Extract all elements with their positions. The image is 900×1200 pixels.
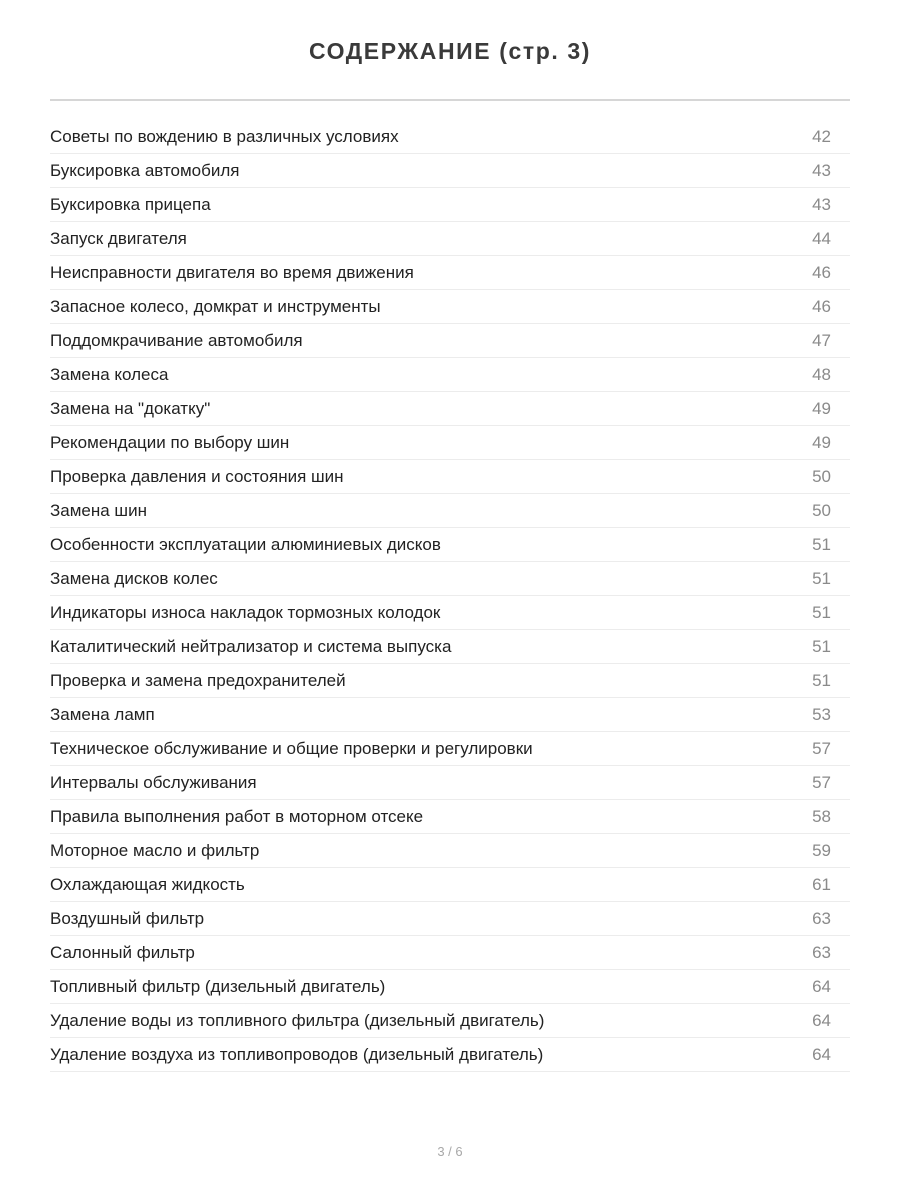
toc-entry[interactable] xyxy=(50,800,850,834)
toc-entry-title[interactable]: Интервалы обслуживания xyxy=(50,772,257,792)
toc-entry[interactable] xyxy=(50,732,850,766)
toc-entry[interactable] xyxy=(50,664,850,698)
toc-entry[interactable] xyxy=(50,324,850,358)
toc-entry-title[interactable]: Замена на "докатку" xyxy=(50,398,211,418)
toc-entry-title[interactable]: Буксировка автомобиля xyxy=(50,160,240,180)
toc-entry-title[interactable]: Индикаторы износа накладок тормозных колодок xyxy=(50,602,441,622)
page-indicator: 3 / 6 xyxy=(437,1144,463,1159)
toc-entry-page-number: 48 xyxy=(812,364,831,384)
toc-entry-title[interactable]: Каталитический нейтрализатор и система выпуска xyxy=(50,636,452,656)
toc-entry-title[interactable]: Замена колеса xyxy=(50,364,169,384)
toc-entry-title[interactable]: Охлаждающая жидкость xyxy=(50,874,245,894)
toc-entry-page-number: 57 xyxy=(812,738,831,758)
toc-entry-page-number: 64 xyxy=(812,1044,831,1064)
page-title: СОДЕРЖАНИЕ (стр. 3) xyxy=(308,38,592,64)
toc-entry-title[interactable]: Замена ламп xyxy=(50,704,155,724)
toc-entry[interactable] xyxy=(50,970,850,1004)
toc-entry[interactable] xyxy=(50,834,850,868)
toc-entry[interactable] xyxy=(50,358,850,392)
toc-entry-title[interactable]: Правила выполнения работ в моторном отсеке xyxy=(50,806,424,826)
toc-entry-page-number: 59 xyxy=(812,840,831,860)
toc-entry[interactable] xyxy=(50,392,850,426)
toc-entry[interactable] xyxy=(50,154,850,188)
toc-entry-page-number: 51 xyxy=(812,534,831,554)
toc-entry-page-number: 47 xyxy=(812,330,831,350)
toc-entry[interactable] xyxy=(50,528,850,562)
toc-entry-page-number: 61 xyxy=(812,874,831,894)
toc-entry-title[interactable]: Запасное колесо, домкрат и инструменты xyxy=(50,296,381,316)
toc-entry[interactable] xyxy=(50,1004,850,1038)
table-of-contents xyxy=(50,120,850,1072)
toc-entry-title[interactable]: Воздушный фильтр xyxy=(50,908,205,928)
toc-entry-page-number: 42 xyxy=(812,126,831,146)
toc-entry-title[interactable]: Замена шин xyxy=(50,500,147,520)
toc-entry-title[interactable]: Салонный фильтр xyxy=(50,942,195,962)
toc-entry-page-number: 51 xyxy=(812,602,831,622)
toc-entry-page-number: 44 xyxy=(812,228,831,248)
toc-entry-title[interactable]: Рекомендации по выбору шин xyxy=(50,432,290,452)
toc-entry-title[interactable]: Техническое обслуживание и общие проверки и регулировки xyxy=(50,738,533,758)
toc-entry[interactable] xyxy=(50,902,850,936)
toc-entry-page-number: 57 xyxy=(812,772,831,792)
title-divider xyxy=(50,99,850,101)
toc-entry-title[interactable]: Буксировка прицепа xyxy=(50,194,211,214)
toc-entry-title[interactable]: Топливный фильтр (дизельный двигатель) xyxy=(50,976,386,996)
toc-entry-title[interactable]: Советы по вождению в различных условиях xyxy=(50,126,399,146)
toc-entry-page-number: 58 xyxy=(812,806,831,826)
toc-entry[interactable] xyxy=(50,188,850,222)
toc-entry-page-number: 43 xyxy=(812,194,831,214)
toc-entry-title[interactable]: Проверка и замена предохранителей xyxy=(50,670,346,690)
toc-entry[interactable] xyxy=(50,120,850,154)
toc-entry-page-number: 43 xyxy=(812,160,831,180)
toc-entry-page-number: 64 xyxy=(812,1010,831,1030)
toc-entry[interactable] xyxy=(50,698,850,732)
toc-entry[interactable] xyxy=(50,936,850,970)
toc-entry-title[interactable]: Удаление воздуха из топливопроводов (дизельный двигатель) xyxy=(50,1044,544,1064)
toc-entry[interactable] xyxy=(50,596,850,630)
toc-entry[interactable] xyxy=(50,868,850,902)
toc-entry[interactable] xyxy=(50,426,850,460)
toc-entry-page-number: 64 xyxy=(812,976,831,996)
toc-entry-title[interactable]: Моторное масло и фильтр xyxy=(50,840,260,860)
toc-entry-title[interactable]: Запуск двигателя xyxy=(50,228,187,248)
toc-entry-title[interactable]: Проверка давления и состояния шин xyxy=(50,466,344,486)
toc-entry-page-number: 51 xyxy=(812,670,831,690)
toc-entry[interactable] xyxy=(50,460,850,494)
toc-entry-page-number: 46 xyxy=(812,296,831,316)
toc-entry[interactable] xyxy=(50,1038,850,1072)
toc-entry-title[interactable]: Удаление воды из топливного фильтра (дизельный двигатель) xyxy=(50,1010,545,1030)
toc-entry-page-number: 53 xyxy=(812,704,831,724)
toc-entry-page-number: 46 xyxy=(812,262,831,282)
toc-entry-page-number: 50 xyxy=(812,466,831,486)
toc-entry-title[interactable]: Особенности эксплуатации алюминиевых дисков xyxy=(50,534,441,554)
toc-entry[interactable] xyxy=(50,562,850,596)
toc-entry-page-number: 49 xyxy=(812,432,831,452)
toc-entry-page-number: 51 xyxy=(812,568,831,588)
toc-entry-page-number: 49 xyxy=(812,398,831,418)
toc-entry[interactable] xyxy=(50,630,850,664)
toc-entry[interactable] xyxy=(50,256,850,290)
toc-entry[interactable] xyxy=(50,494,850,528)
toc-entry[interactable] xyxy=(50,290,850,324)
toc-entry-title[interactable]: Поддомкрачивание автомобиля xyxy=(50,330,303,350)
toc-entry-page-number: 51 xyxy=(812,636,831,656)
toc-entry-page-number: 50 xyxy=(812,500,831,520)
toc-entry-page-number: 63 xyxy=(812,942,831,962)
toc-entry[interactable] xyxy=(50,766,850,800)
toc-entry-title[interactable]: Замена дисков колес xyxy=(50,568,218,588)
toc-entry-page-number: 63 xyxy=(812,908,831,928)
toc-entry-title[interactable]: Неисправности двигателя во время движения xyxy=(50,262,414,282)
toc-entry[interactable] xyxy=(50,222,850,256)
